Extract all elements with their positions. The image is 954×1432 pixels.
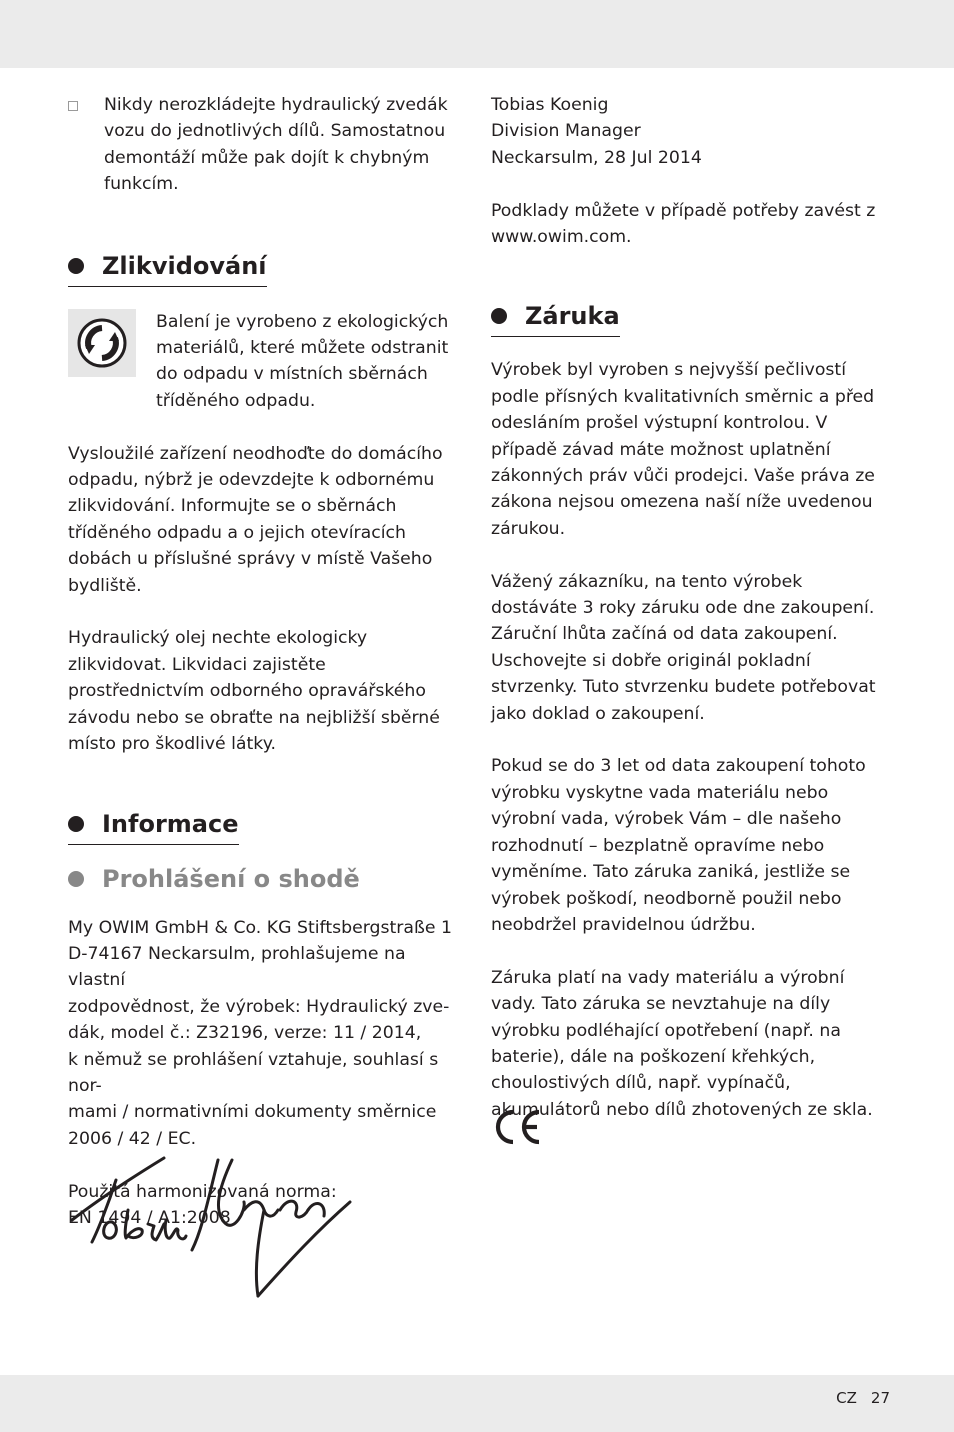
conformity-subheading: Prohlášení o shodě [68,863,462,895]
signer-title: Division Manager [491,121,641,142]
recycle-icon [68,309,136,377]
norm-value: EN 1494 / A1:2008 [68,1207,231,1228]
bullet-note [68,92,462,198]
docs-note: Podklady můžete v případě potřeby zavést z www.owim.com. [491,200,876,248]
disposal-para-1: Vysloužilé zařízení neodhoďte do domácího odpadu, nýbrž je odevzdejte k odbornému zlikvidování. Informujte se o sběrnách tříděného odpadu a o jejich otevíracích dobách u příslušné správy v místě Vašeho bydliště. [68,443,443,596]
bottom-band [0,1375,954,1432]
disposal-section [68,250,462,758]
bullet-note-text: Nikdy nerozkládejte hydraulický zvedák vozu do jednotlivých dílů. Samostatnou demontáží může pak dojít k chybným funkcím. [104,95,448,195]
declaration-line: 2006 / 42 / EC. [68,1128,197,1149]
declaration-line: k němuž se prohlášení vztahuje, souhlasí s nor- [68,1049,439,1096]
declaration-line: dák, model č.: Z32196, verze: 11 / 2014, [68,1023,422,1044]
heading-dot-icon [68,258,84,274]
page-number: 27 [870,1389,890,1407]
info-heading-wrap [68,808,239,845]
left-column [68,92,462,1231]
warranty-para-3: Pokud se do 3 let od data zakoupení tohoto výrobku vyskytne vada materiálu nebo výrobní vada, výrobek Vám – dle našeho rozhodnutí – bezplatně opravíme nebo vyměníme. Tato záruka zaniká, jestliže se výrobek poškodí, neodborně použil nebo neobdržel pravidelnou údržbu. [491,756,866,935]
signature [68,1150,368,1304]
warranty-para-2: Vážený zákazníku, na tento výrobek dostáváte 3 roky záruku ode dne zakoupení. Záruční lhůta začíná od data zakoupení. Uschovejte si dobře originál pokladní stvrzenky. Tuto stvrzenku budete potřebovat jako doklad o zakoupení. [491,571,876,724]
subheading-dot-icon [68,871,84,887]
checkbox-bullet-icon [68,101,78,111]
declaration-line: D-74167 Neckarsulm, prohlašujeme na vlastní [68,943,406,991]
right-column [491,92,886,1123]
declaration-line: mami / normativními dokumenty směrnice [68,1102,437,1123]
ce-mark-icon [491,1108,543,1150]
disposal-para-2: Hydraulický olej nechte ekologicky zlikvidovat. Likvidaci zajistěte prostřednictvím odborného opravářského závodu nebo se obraťte na nejbližší sběrné místo pro škodlivé látky. [68,628,440,755]
declaration [68,915,462,1153]
packaging-text: Balení je vyrobeno z ekologických materiálů, které můžete odstranit do odpadu v místních sběrnách tříděného odpadu. [156,311,449,411]
disposal-heading-wrap [68,250,267,287]
heading-dot-icon [68,816,84,832]
heading-dot-icon [491,308,507,324]
warranty-heading-wrap [491,300,620,337]
top-band [0,0,954,68]
warranty-heading: Záruka [491,300,620,332]
signer-place-date: Neckarsulm, 28 Jul 2014 [491,147,702,168]
page-footer [836,1389,890,1407]
declaration-line: My OWIM GmbH & Co. KG Stiftsbergstraße 1 [68,917,452,938]
language-code: CZ [836,1389,857,1407]
warranty-para-4: Záruka platí na vady materiálu a výrobní vady. Tato záruka se nevztahuje na díly výrobku podléhající opotřebení (např. na baterie), dále na poškození křehkých, choulostivých dílů, např. vypínačů, akumulátorů nebo dílů zhotovených ze skla. [491,967,873,1120]
info-heading: Informace [68,808,239,840]
disposal-heading: Zlikvidování [68,250,267,282]
packaging-block [68,309,462,415]
warranty-section [491,300,886,1123]
norm-label: Použitá harmonizovaná norma: [68,1181,337,1202]
signer-name: Tobias Koenig [491,95,609,115]
warranty-para-1: Výrobek byl vyroben s nejvyšší pečlivostí podle přísných kvalitativních směrnic a před odesláním prošel výstupní kontrolou. V případě závad máte možnost uplatnění zákonných práv vůči prodejci. Vaše práva ze zákona nejsou omezena naší níže uvedenou zárukou. [491,360,875,539]
declaration-line: zodpovědnost, že výrobek: Hydraulický zve- [68,996,450,1017]
